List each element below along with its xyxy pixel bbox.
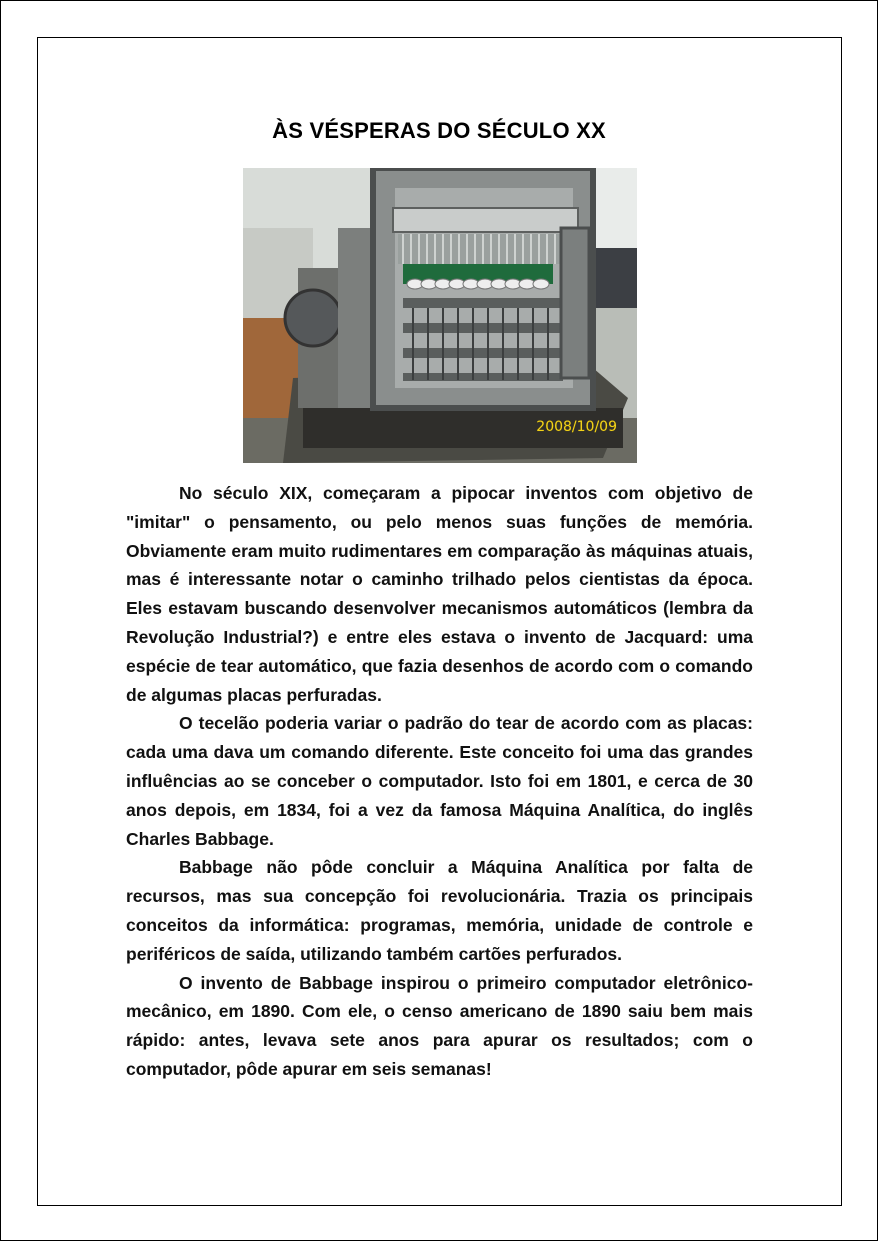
paragraph: No século XIX, começaram a pipocar inventos com objetivo de "imitar" o pensamento, ou pelo menos suas funções de memória. Obviamente eram muito rudimentares em comparação às máquinas atuais, mas é interessante notar o caminho trilhado pelos cientistas da época. Eles estavam buscando desenvolver mecanismos automáticos (lembra da Revolução Industrial?) e entre eles estava o invento de Jacquard: uma espécie de tear automático, que fazia desenhos de acordo com o comando de algumas placas perfuradas. xyxy=(126,483,753,705)
paragraph: Babbage não pôde concluir a Máquina Analítica por falta de recursos, mas sua concepção foi revolucionária. Trazia os principais conceitos da informática: programas, memória, unidade de controle e periféricos de saída, utilizando também cartões perfurados. xyxy=(126,857,753,964)
paragraph: O tecelão poderia variar o padrão do tear de acordo com as placas: cada uma dava um comando diferente. Este conceito foi uma das grandes influências ao se conceber o computador. Isto foi em 1801, e cerca de 30 anos depois, em 1834, foi a vez da famosa Máquina Analítica, do inglês Charles Babbage. xyxy=(126,713,753,849)
paragraph: O invento de Babbage inspirou o primeiro computador eletrônico-mecânico, em 1890. Com ele, o censo americano de 1890 saiu bem mais rápido: antes, levava sete anos para apurar os resultados; com o computador, pôde apurar em seis semanas! xyxy=(126,972,753,1079)
photo-date-stamp: 2008/10/09 xyxy=(536,419,617,435)
loom-photo xyxy=(243,168,637,463)
body-text xyxy=(126,479,753,1084)
page-title: ÀS VÉSPERAS DO SÉCULO XX xyxy=(272,118,606,143)
